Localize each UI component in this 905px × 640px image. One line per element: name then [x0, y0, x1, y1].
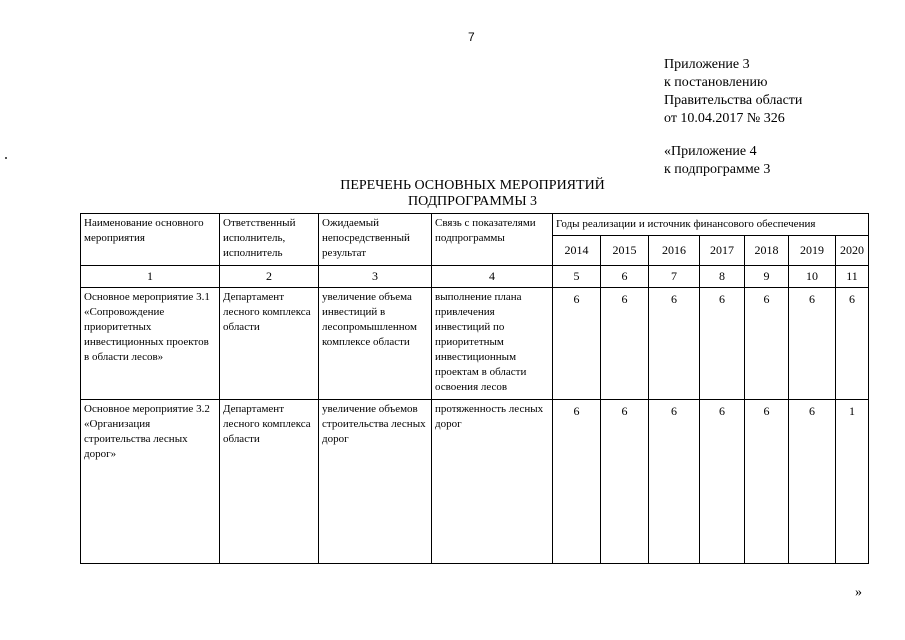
- table-header-row: [81, 214, 869, 236]
- appendix-line: Правительства области: [664, 93, 803, 108]
- column-number: 3: [319, 266, 432, 288]
- row-value: 6: [789, 288, 836, 400]
- margin-mark: [5, 157, 7, 159]
- row-value: 6: [553, 288, 601, 400]
- row-name: Основное мероприятие 3.2 «Организация строительства лесных дорог»: [81, 400, 220, 564]
- row-value: 6: [745, 400, 789, 564]
- column-number: 6: [601, 266, 649, 288]
- row-value: 6: [700, 400, 745, 564]
- header-years-group: Годы реализации и источник финансового обеспечения: [553, 214, 869, 236]
- header-year: 2015: [601, 236, 649, 266]
- table-row: [81, 400, 869, 564]
- header-name: Наименование основного мероприятия: [81, 214, 220, 266]
- row-value: 6: [649, 288, 700, 400]
- header-link: Связь с показателями подпрограммы: [432, 214, 553, 266]
- row-executor: Департамент лесного комплекса области: [220, 288, 319, 400]
- document-title: [0, 178, 905, 210]
- page-number: 7: [468, 30, 475, 44]
- header-year: 2020: [836, 236, 869, 266]
- row-value: 6: [553, 400, 601, 564]
- row-value: 6: [745, 288, 789, 400]
- appendix-block: [664, 56, 802, 179]
- column-number: 9: [745, 266, 789, 288]
- row-value: 6: [601, 400, 649, 564]
- row-value: 6: [836, 288, 869, 400]
- column-number-row: [81, 266, 869, 288]
- header-year: 2014: [553, 236, 601, 266]
- row-value: 6: [601, 288, 649, 400]
- column-number: 5: [553, 266, 601, 288]
- appendix-line: к подпрограмме 3: [664, 162, 771, 177]
- column-number: 8: [700, 266, 745, 288]
- column-number: 10: [789, 266, 836, 288]
- closing-quote: »: [855, 585, 862, 600]
- appendix-line: Приложение 3: [664, 57, 750, 72]
- column-number: 1: [81, 266, 220, 288]
- header-year: 2018: [745, 236, 789, 266]
- header-executor: Ответственный исполнитель, исполнитель: [220, 214, 319, 266]
- header-year: 2019: [789, 236, 836, 266]
- row-value: 6: [789, 400, 836, 564]
- row-value: 1: [836, 400, 869, 564]
- column-number: 7: [649, 266, 700, 288]
- header-year: 2016: [649, 236, 700, 266]
- appendix-line: «Приложение 4: [664, 144, 757, 159]
- header-year: 2017: [700, 236, 745, 266]
- column-number: 4: [432, 266, 553, 288]
- row-result: увеличение объемов строительства лесных дорог: [319, 400, 432, 564]
- appendix-line: от 10.04.2017 № 326: [664, 111, 785, 126]
- table-row: [81, 288, 869, 400]
- title-line: ПЕРЕЧЕНЬ ОСНОВНЫХ МЕРОПРИЯТИЙ: [340, 178, 605, 193]
- header-result: Ожидаемый непосредственный результат: [319, 214, 432, 266]
- appendix-line: к постановлению: [664, 75, 768, 90]
- row-name: Основное мероприятие 3.1 «Сопровождение приоритетных инвестиционных проектов в области лесов»: [81, 288, 220, 400]
- row-executor: Департамент лесного комплекса области: [220, 400, 319, 564]
- row-value: 6: [700, 288, 745, 400]
- column-number: 11: [836, 266, 869, 288]
- row-link: выполнение плана привлечения инвестиций по приоритетным инвестиционным проектам в области освоения лесов: [432, 288, 553, 400]
- activities-table: [80, 213, 869, 564]
- row-result: увеличение объема инвестиций в лесопромышленном комплексе области: [319, 288, 432, 400]
- column-number: 2: [220, 266, 319, 288]
- row-value: 6: [649, 400, 700, 564]
- row-link: протяженность лесных дорог: [432, 400, 553, 564]
- title-line: ПОДПРОГРАММЫ 3: [407, 194, 538, 209]
